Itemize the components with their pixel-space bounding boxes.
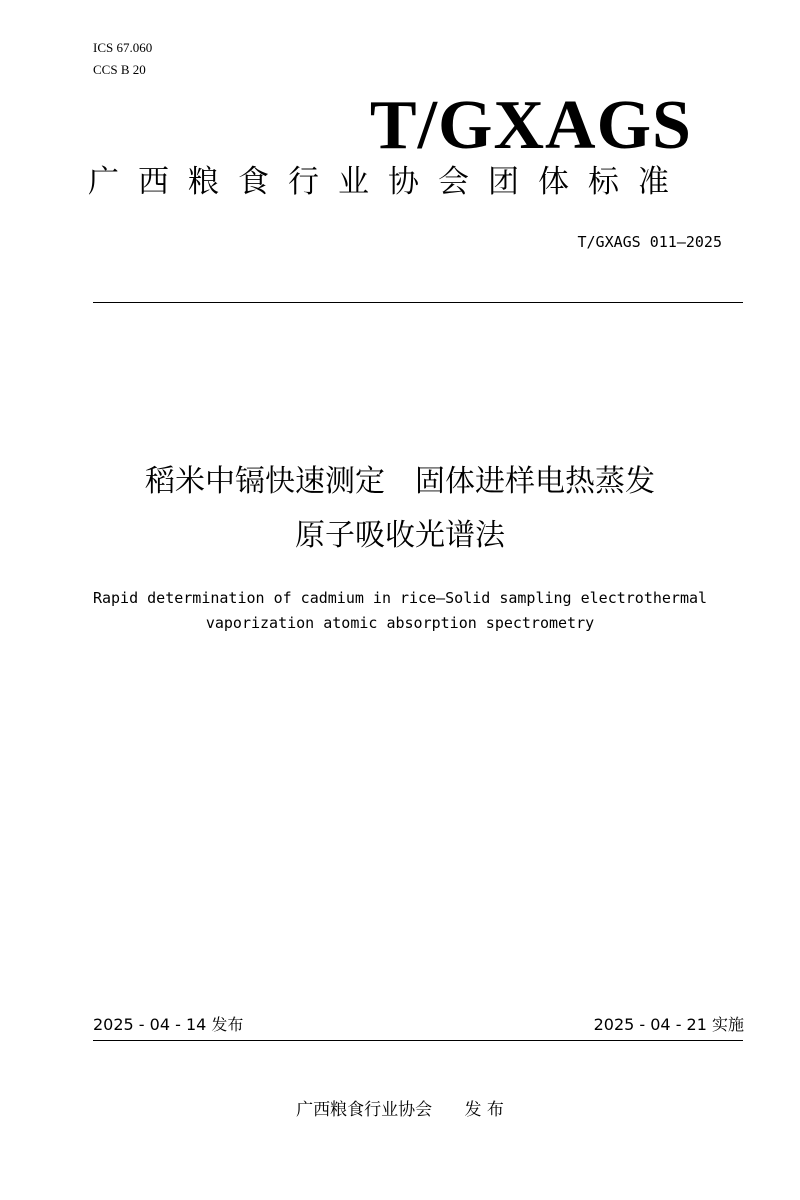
implementation-date: 2025 - 04 - 21 实施: [593, 1015, 744, 1034]
bottom-divider: [93, 1040, 743, 1041]
chinese-title-line-2: 原子吸收光谱法: [295, 518, 505, 553]
top-divider: [93, 302, 743, 303]
issue-date: 2025 - 04 - 14 发布: [93, 1015, 244, 1034]
english-title-line-2: vaporization atomic absorption spectrometry: [205, 614, 595, 632]
association-standard-title: 广西粮食行业协会团体标准: [88, 164, 688, 200]
english-title-line-1: Rapid determination of cadmium in rice—Solid sampling electrothermal: [92, 589, 708, 607]
ccs-code: CCS B 20: [93, 62, 146, 77]
standard-number: T/GXAGS 011—2025: [577, 233, 722, 251]
publisher-line: 广西粮食行业协会 发 布: [296, 1100, 504, 1120]
chinese-title-line-1: 稻米中镉快速测定 固体进样电热蒸发: [145, 464, 655, 499]
standard-brand-code: T/GXAGS: [369, 87, 692, 164]
ics-code: ICS 67.060: [93, 40, 153, 55]
